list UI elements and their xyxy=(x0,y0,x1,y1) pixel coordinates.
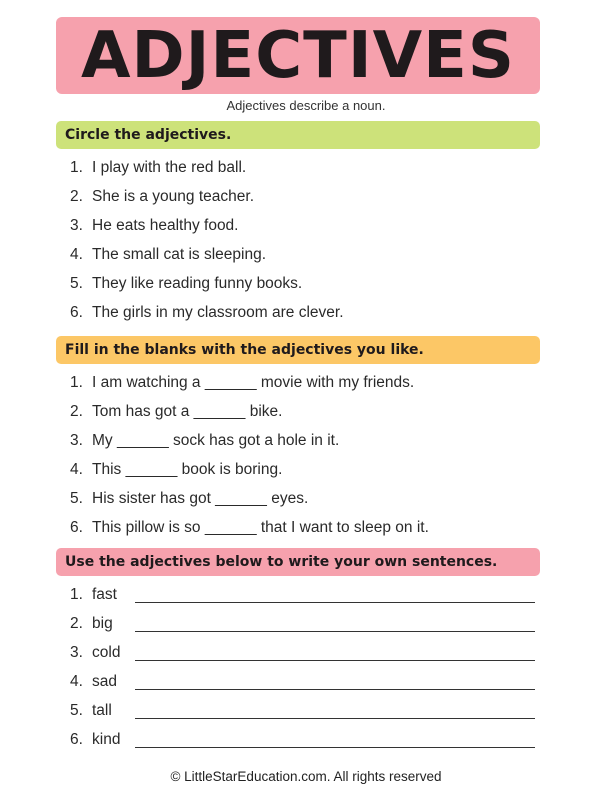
list-item xyxy=(56,638,540,667)
item-sentence: My ______ sock has got a hole in it. xyxy=(92,431,340,449)
item-sentence: The small cat is sleeping. xyxy=(92,245,267,263)
list-item xyxy=(56,211,540,240)
item-number: 6. xyxy=(70,518,83,536)
item-number: 2. xyxy=(70,187,83,205)
list-item xyxy=(56,696,540,725)
item-adjective: cold xyxy=(92,643,121,661)
section-heading-fill-blanks: Fill in the blanks with the adjectives you like. xyxy=(56,336,540,364)
item-adjective: kind xyxy=(92,730,121,748)
item-sentence: His sister has got ______ eyes. xyxy=(92,489,309,507)
item-adjective: sad xyxy=(92,672,117,690)
item-number: 3. xyxy=(70,643,83,661)
list-item xyxy=(56,153,540,182)
circle-adjectives-list xyxy=(56,153,540,327)
list-item xyxy=(56,513,540,542)
list-item xyxy=(56,269,540,298)
item-number: 6. xyxy=(70,303,83,321)
page-title: ADJECTIVES xyxy=(81,18,515,93)
item-adjective: big xyxy=(92,614,113,632)
list-item xyxy=(56,397,540,426)
item-number: 2. xyxy=(70,402,83,420)
item-number: 3. xyxy=(70,216,83,234)
section-heading-write-sentences: Use the adjectives below to write your own sentences. xyxy=(56,548,540,576)
item-sentence: They like reading funny books. xyxy=(92,274,303,292)
section-heading-circle: Circle the adjectives. xyxy=(56,121,540,149)
item-sentence: This pillow is so ______ that I want to sleep on it. xyxy=(92,518,429,536)
list-item xyxy=(56,240,540,269)
list-item xyxy=(56,182,540,211)
writing-line[interactable] xyxy=(135,660,535,661)
item-number: 5. xyxy=(70,489,83,507)
item-number: 5. xyxy=(70,701,83,719)
list-item xyxy=(56,298,540,327)
list-item xyxy=(56,725,540,754)
list-item xyxy=(56,368,540,397)
title-banner xyxy=(56,17,540,94)
item-number: 4. xyxy=(70,460,83,478)
item-number: 1. xyxy=(70,373,83,391)
item-sentence: I play with the red ball. xyxy=(92,158,247,176)
item-sentence: This ______ book is boring. xyxy=(92,460,283,478)
item-adjective: tall xyxy=(92,701,112,719)
item-number: 3. xyxy=(70,431,83,449)
item-number: 4. xyxy=(70,245,83,263)
item-number: 6. xyxy=(70,730,83,748)
writing-line[interactable] xyxy=(135,747,535,748)
list-item xyxy=(56,426,540,455)
write-sentences-list xyxy=(56,580,540,754)
item-sentence: I am watching a ______ movie with my friends. xyxy=(92,373,415,391)
list-item xyxy=(56,609,540,638)
fill-blanks-list xyxy=(56,368,540,542)
item-number: 5. xyxy=(70,274,83,292)
writing-line[interactable] xyxy=(135,631,535,632)
item-number: 1. xyxy=(70,585,83,603)
item-sentence: Tom has got a ______ bike. xyxy=(92,402,283,420)
page-subtitle: Adjectives describe a noun. xyxy=(226,98,386,113)
writing-line[interactable] xyxy=(135,689,535,690)
list-item xyxy=(56,580,540,609)
item-number: 2. xyxy=(70,614,83,632)
item-sentence: He eats healthy food. xyxy=(92,216,239,234)
copyright-footer: © LittleStarEducation.com. All rights reserved xyxy=(170,769,442,784)
list-item xyxy=(56,455,540,484)
writing-line[interactable] xyxy=(135,718,535,719)
writing-line[interactable] xyxy=(135,602,535,603)
item-sentence: The girls in my classroom are clever. xyxy=(92,303,344,321)
item-number: 1. xyxy=(70,158,83,176)
item-sentence: She is a young teacher. xyxy=(92,187,255,205)
list-item xyxy=(56,667,540,696)
item-adjective: fast xyxy=(92,585,117,603)
item-number: 4. xyxy=(70,672,83,690)
list-item xyxy=(56,484,540,513)
